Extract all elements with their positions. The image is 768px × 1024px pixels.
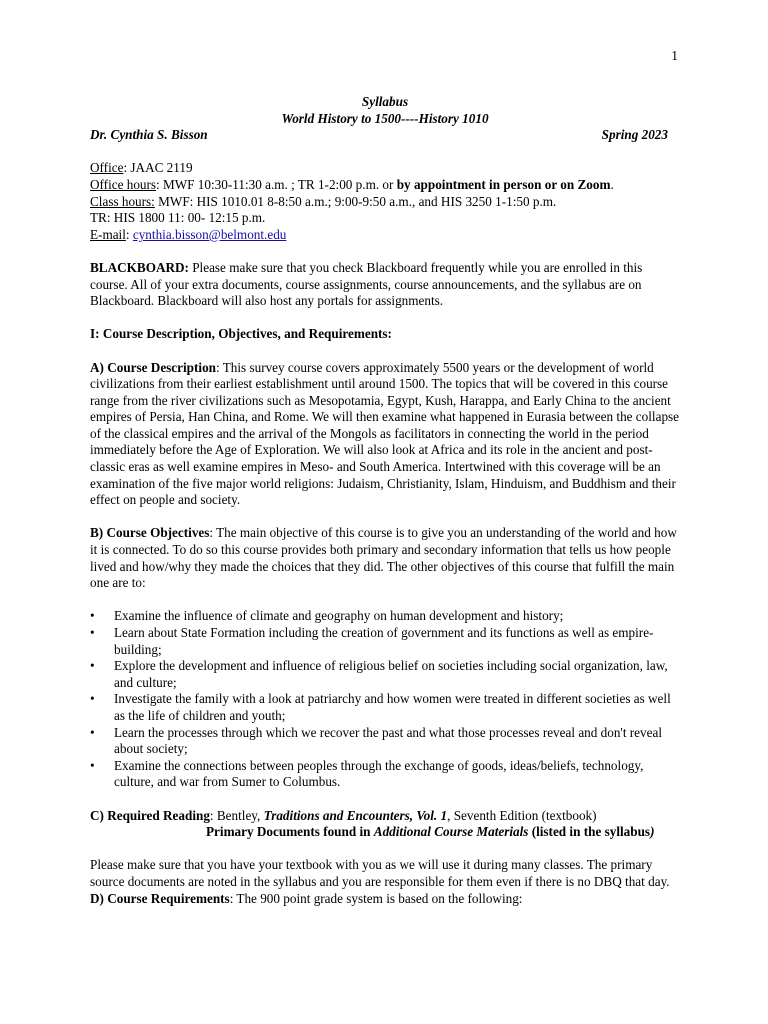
textbook-title: Traditions and Encounters, Vol. 1 — [263, 807, 448, 823]
office-value: : JAAC 2119 — [123, 160, 193, 176]
list-item-text: Explore the development and influence of religious belief on societies including social organization, law, and culture; — [114, 658, 668, 690]
bullet-icon: • — [90, 608, 95, 624]
bullet-icon: • — [90, 691, 95, 707]
textbook-note: Please make sure that you have your textbook with you as we will use it during many classes. The primary source documents are noted in the syllabus and you are responsible for them even if there is no DBQ that day. — [90, 857, 670, 889]
list-item-text: Examine the influence of climate and geography on human development and history; — [114, 608, 564, 624]
list-item — [90, 608, 680, 625]
course-description — [90, 360, 680, 509]
list-item — [90, 691, 680, 724]
list-item — [90, 725, 680, 758]
course-objectives — [90, 525, 680, 591]
objectives-label: B) Course Objectives — [90, 525, 210, 541]
primary-docs-c: (listed in the syllabus — [528, 824, 651, 840]
office-hours-label: Office hours — [90, 176, 157, 192]
instructor-name: Dr. Cynthia S. Bisson — [90, 127, 208, 143]
description-label: A) Course Description — [90, 359, 216, 375]
class-hours-line — [90, 194, 680, 211]
list-item-text: Learn about State Formation including the creation of government and its functions as well as empire-building; — [114, 625, 654, 657]
reading-pre: : Bentley, — [209, 807, 264, 823]
term: Spring 2023 — [601, 127, 668, 143]
bullet-icon: • — [90, 724, 95, 740]
bullet-icon: • — [90, 757, 95, 773]
objectives-text: : The main objective of this course is to give you an understanding of the world and how it is connected. To do so this course provides both primary and secondary information that tells us how people lived and how/why they made the choices that they did. The other objectives of this course that fulfill the main one are to: — [90, 525, 677, 591]
list-item — [90, 658, 680, 691]
class-hours-value: MWF: HIS 1010.01 8-8:50 a.m.; 9:00-9:50 a.m., and HIS 3250 1-1:50 p.m. — [154, 193, 557, 209]
list-item — [90, 625, 680, 658]
office-line — [90, 160, 680, 177]
primary-docs-d: ) — [650, 824, 655, 840]
office-hours-value: : MWF 10:30-11:30 a.m. ; TR 1-2:00 p.m. or — [156, 176, 397, 192]
office-label: Office — [90, 160, 124, 176]
requirements-label: D) Course Requirements — [90, 890, 230, 906]
email-label: E-mail — [90, 226, 126, 242]
class-hours-tr: TR: HIS 1800 11: 00- 12:15 p.m. — [90, 210, 266, 226]
course-title: World History to 1500----History 1010 — [281, 110, 489, 126]
primary-docs-a: Primary Documents found in — [206, 824, 374, 840]
blackboard-label: BLACKBOARD: — [90, 259, 189, 275]
requirements-text: : The 900 point grade system is based on the following: — [229, 890, 523, 906]
appointment-note: by appointment in person or on Zoom — [396, 176, 611, 192]
header-line — [90, 127, 680, 144]
reading-post: , Seventh Edition (textbook) — [447, 807, 597, 823]
description-text: : This survey course covers approximately 5500 years or the development of world civilizations from their earliest establishment until around 1500. The topics that will be covered in this course range from the river civilizations such as Mesopotamia, Egypt, Kush, Harappa, and Early China to the ancient empires of Persia, Han China, and Rome. We will then examine what happened in Eurasia between the collapse of the classical empires and the arrival of the Mongols as facilitators in connecting the world in the period immediately before the Age of Exploration. We will also look at Africa and its role in the ancient and post-classic eras as well examine empires in Meso- and South America. Intertwined with this coverage will be an examination of the five major world religions: Judaism, Christianity, Islam, Hinduism, and Buddhism and their effect on people and society. — [90, 359, 680, 508]
course-requirements — [90, 891, 680, 908]
office-hours-end: . — [610, 176, 614, 192]
syllabus-title: Syllabus — [361, 94, 409, 109]
office-hours-line — [90, 177, 680, 194]
required-reading-line — [90, 808, 680, 825]
email-line — [90, 227, 680, 244]
blackboard-paragraph — [90, 260, 680, 310]
email-separator: : — [125, 226, 133, 242]
list-item-text: Examine the connections between peoples through the exchange of goods, ideas/beliefs, technology, culture, and war from Sumer to Columbus. — [114, 757, 644, 790]
bullet-icon: • — [90, 658, 95, 674]
list-item-text: Investigate the family with a look at patriarchy and how women were treated in different societies as well as the life of children and youth; — [114, 691, 671, 723]
blackboard-text: Please make sure that you check Blackboard frequently while you are enrolled in this course. All of your extra documents, course assignments, course announcements, and the syllabus are on Blackboard. Blackboard will also host any portals for assignments. — [90, 259, 643, 309]
email-link[interactable]: cynthia.bisson@belmont.edu — [132, 226, 287, 242]
page-number: 1 — [671, 48, 678, 63]
document-body — [90, 94, 680, 907]
list-item-text: Learn the processes through which we recover the past and what those processes reveal and don't reveal about society; — [114, 724, 662, 757]
class-hours-label: Class hours: — [90, 193, 155, 209]
section-heading: I: Course Description, Objectives, and Requirements: — [90, 326, 392, 342]
objectives-list — [90, 608, 680, 791]
bullet-icon: • — [90, 625, 95, 640]
primary-documents-line — [90, 824, 680, 841]
list-item — [90, 758, 680, 791]
reading-label: C) Required Reading — [90, 807, 210, 823]
primary-docs-b: Additional Course Materials — [373, 824, 529, 840]
